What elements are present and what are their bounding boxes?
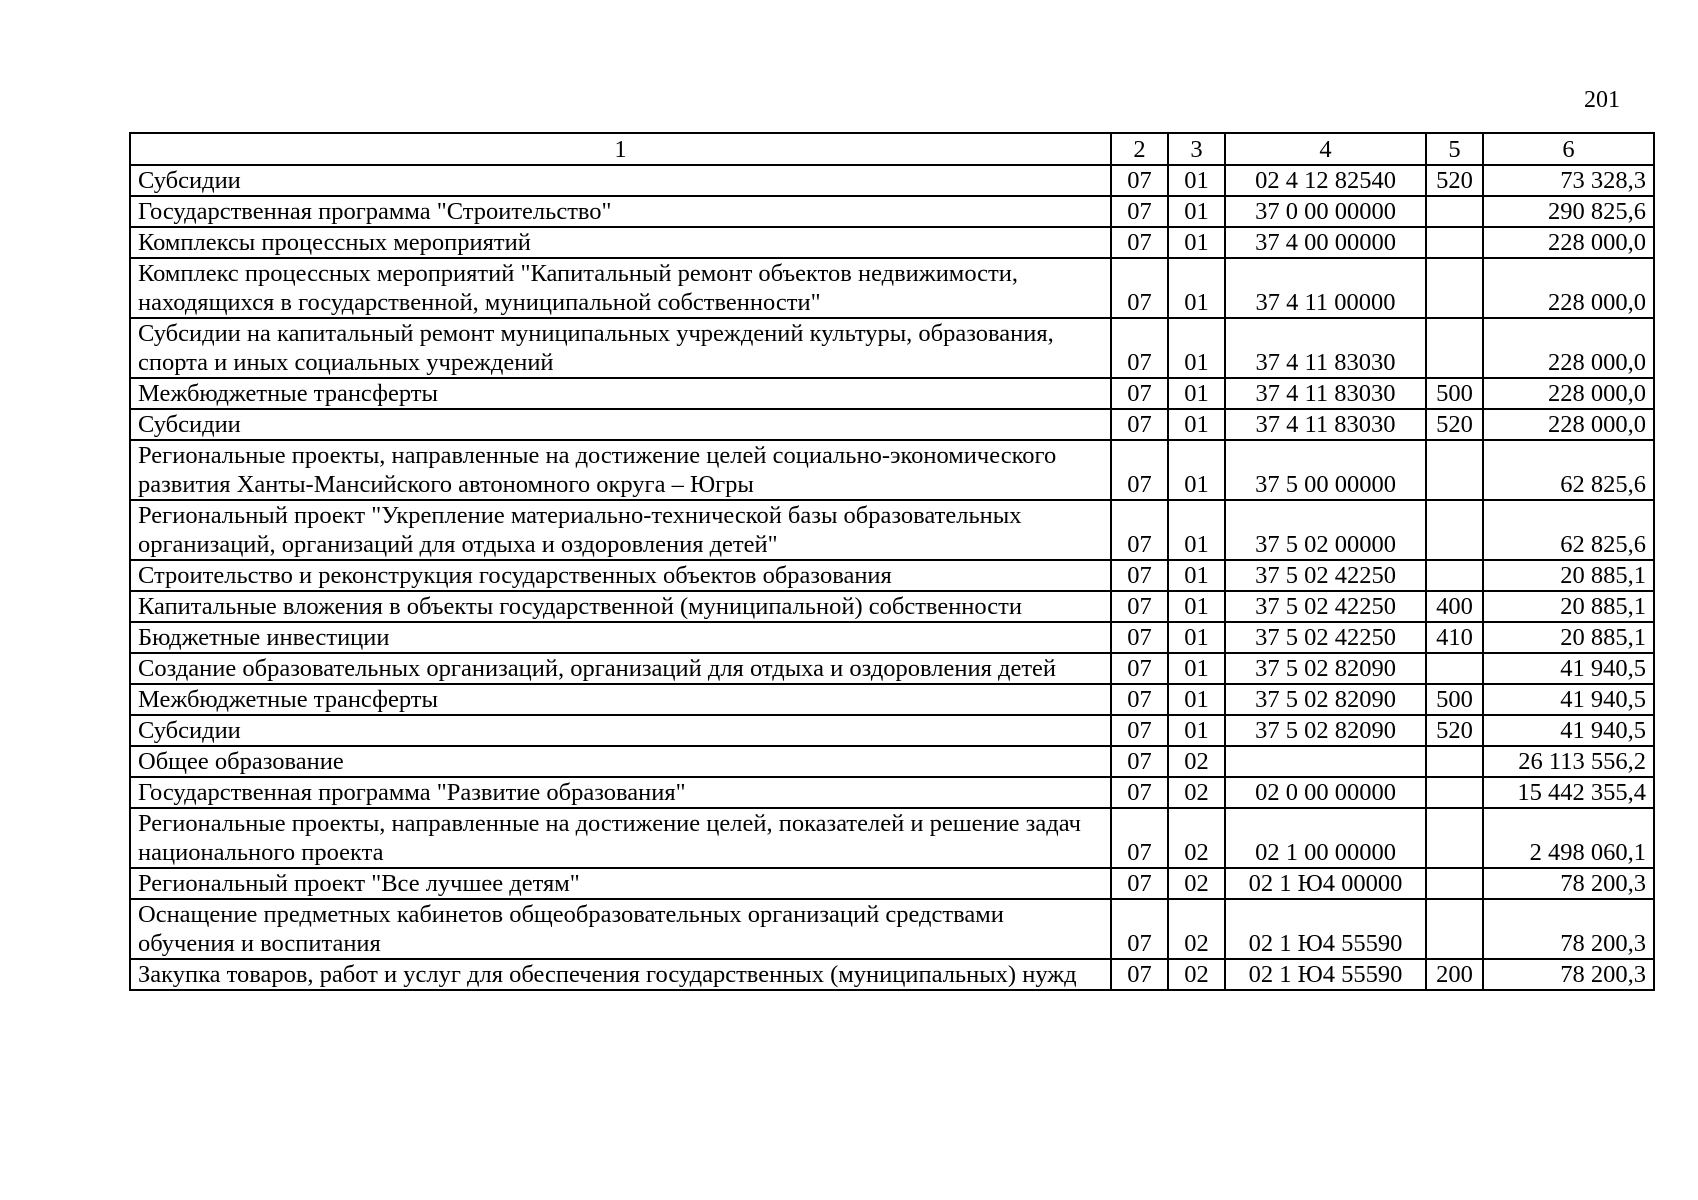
row-expense-type-cell bbox=[1426, 777, 1483, 808]
row-target-code-cell: 37 5 02 42250 bbox=[1225, 591, 1426, 622]
row-target-code-cell: 37 5 02 82090 bbox=[1225, 715, 1426, 746]
header-col-5: 5 bbox=[1426, 133, 1483, 165]
row-amount-cell: 78 200,3 bbox=[1483, 959, 1654, 990]
row-name-cell: Межбюджетные трансферты bbox=[130, 378, 1111, 409]
table-row bbox=[130, 560, 1654, 591]
row-amount-cell: 20 885,1 bbox=[1483, 622, 1654, 653]
row-section-cell: 07 bbox=[1111, 746, 1168, 777]
row-section-cell: 07 bbox=[1111, 777, 1168, 808]
table-row bbox=[130, 777, 1654, 808]
row-section-cell: 07 bbox=[1111, 258, 1168, 318]
row-amount-cell: 15 442 355,4 bbox=[1483, 777, 1654, 808]
row-section-cell: 07 bbox=[1111, 378, 1168, 409]
row-expense-type-cell bbox=[1426, 440, 1483, 500]
row-expense-type-cell bbox=[1426, 746, 1483, 777]
table-body bbox=[130, 165, 1654, 990]
row-section-cell: 07 bbox=[1111, 440, 1168, 500]
row-subsection-cell: 01 bbox=[1168, 378, 1225, 409]
row-section-cell: 07 bbox=[1111, 868, 1168, 899]
row-section-cell: 07 bbox=[1111, 227, 1168, 258]
row-name-cell: Государственная программа "Строительство" bbox=[130, 196, 1111, 227]
row-target-code-cell: 37 5 02 82090 bbox=[1225, 684, 1426, 715]
row-amount-cell: 228 000,0 bbox=[1483, 258, 1654, 318]
row-target-code-cell: 37 5 00 00000 bbox=[1225, 440, 1426, 500]
row-subsection-cell: 02 bbox=[1168, 899, 1225, 959]
row-subsection-cell: 01 bbox=[1168, 409, 1225, 440]
row-name-cell: Комплексы процессных мероприятий bbox=[130, 227, 1111, 258]
row-target-code-cell: 02 1 Ю4 55590 bbox=[1225, 899, 1426, 959]
table-row bbox=[130, 715, 1654, 746]
row-amount-cell: 78 200,3 bbox=[1483, 899, 1654, 959]
row-name-cell: Закупка товаров, работ и услуг для обеспечения государственных (муниципальных) нужд bbox=[130, 959, 1111, 990]
row-name-cell: Субсидии bbox=[130, 409, 1111, 440]
row-target-code-cell: 37 5 02 42250 bbox=[1225, 622, 1426, 653]
page-number: 201 bbox=[1584, 87, 1620, 113]
row-target-code-cell: 02 1 00 00000 bbox=[1225, 808, 1426, 868]
table-row bbox=[130, 653, 1654, 684]
row-expense-type-cell: 200 bbox=[1426, 959, 1483, 990]
table-row bbox=[130, 684, 1654, 715]
row-subsection-cell: 01 bbox=[1168, 622, 1225, 653]
row-name-cell: Создание образовательных организаций, организаций для отдыха и оздоровления детей bbox=[130, 653, 1111, 684]
row-subsection-cell: 01 bbox=[1168, 591, 1225, 622]
row-expense-type-cell bbox=[1426, 318, 1483, 378]
row-name-cell: Субсидии bbox=[130, 165, 1111, 196]
row-amount-cell: 62 825,6 bbox=[1483, 440, 1654, 500]
row-expense-type-cell bbox=[1426, 653, 1483, 684]
budget-table bbox=[129, 132, 1655, 991]
row-name-cell: Субсидии bbox=[130, 715, 1111, 746]
row-subsection-cell: 02 bbox=[1168, 808, 1225, 868]
row-target-code-cell: 02 0 00 00000 bbox=[1225, 777, 1426, 808]
table-row bbox=[130, 746, 1654, 777]
row-subsection-cell: 02 bbox=[1168, 777, 1225, 808]
header-col-4: 4 bbox=[1225, 133, 1426, 165]
table-row bbox=[130, 318, 1654, 378]
row-subsection-cell: 02 bbox=[1168, 959, 1225, 990]
row-target-code-cell: 02 4 12 82540 bbox=[1225, 165, 1426, 196]
row-target-code-cell: 37 5 02 82090 bbox=[1225, 653, 1426, 684]
row-subsection-cell: 01 bbox=[1168, 560, 1225, 591]
row-amount-cell: 290 825,6 bbox=[1483, 196, 1654, 227]
row-expense-type-cell: 400 bbox=[1426, 591, 1483, 622]
table-row bbox=[130, 378, 1654, 409]
row-expense-type-cell: 520 bbox=[1426, 165, 1483, 196]
row-name-cell: Капитальные вложения в объекты государственной (муниципальной) собственности bbox=[130, 591, 1111, 622]
table-row bbox=[130, 227, 1654, 258]
row-target-code-cell: 37 4 00 00000 bbox=[1225, 227, 1426, 258]
row-expense-type-cell bbox=[1426, 227, 1483, 258]
table-row bbox=[130, 409, 1654, 440]
row-section-cell: 07 bbox=[1111, 409, 1168, 440]
row-section-cell: 07 bbox=[1111, 715, 1168, 746]
row-name-cell: Субсидии на капитальный ремонт муниципальных учреждений культуры, образования, спорта и иных социальных учреждений bbox=[130, 318, 1111, 378]
row-amount-cell: 228 000,0 bbox=[1483, 227, 1654, 258]
row-amount-cell: 41 940,5 bbox=[1483, 715, 1654, 746]
row-expense-type-cell: 500 bbox=[1426, 378, 1483, 409]
row-section-cell: 07 bbox=[1111, 560, 1168, 591]
row-target-code-cell: 37 0 00 00000 bbox=[1225, 196, 1426, 227]
table-row bbox=[130, 868, 1654, 899]
row-expense-type-cell bbox=[1426, 868, 1483, 899]
row-subsection-cell: 01 bbox=[1168, 684, 1225, 715]
table-row bbox=[130, 899, 1654, 959]
row-target-code-cell: 37 5 02 42250 bbox=[1225, 560, 1426, 591]
row-name-cell: Оснащение предметных кабинетов общеобразовательных организаций средствами обучения и воспитания bbox=[130, 899, 1111, 959]
table-row bbox=[130, 500, 1654, 560]
row-target-code-cell: 37 5 02 00000 bbox=[1225, 500, 1426, 560]
row-amount-cell: 20 885,1 bbox=[1483, 591, 1654, 622]
row-expense-type-cell: 520 bbox=[1426, 715, 1483, 746]
row-subsection-cell: 01 bbox=[1168, 653, 1225, 684]
row-subsection-cell: 01 bbox=[1168, 318, 1225, 378]
row-name-cell: Региональный проект "Все лучшее детям" bbox=[130, 868, 1111, 899]
row-section-cell: 07 bbox=[1111, 318, 1168, 378]
row-target-code-cell: 02 1 Ю4 55590 bbox=[1225, 959, 1426, 990]
table-row bbox=[130, 196, 1654, 227]
table-row bbox=[130, 622, 1654, 653]
table-row bbox=[130, 959, 1654, 990]
row-section-cell: 07 bbox=[1111, 808, 1168, 868]
row-subsection-cell: 01 bbox=[1168, 227, 1225, 258]
row-amount-cell: 228 000,0 bbox=[1483, 378, 1654, 409]
row-name-cell: Региональный проект "Укрепление материально-технической базы образовательных организаций, организаций для отдыха и оздоровления детей" bbox=[130, 500, 1111, 560]
row-subsection-cell: 01 bbox=[1168, 165, 1225, 196]
row-expense-type-cell bbox=[1426, 899, 1483, 959]
row-amount-cell: 2 498 060,1 bbox=[1483, 808, 1654, 868]
row-subsection-cell: 01 bbox=[1168, 258, 1225, 318]
row-expense-type-cell bbox=[1426, 258, 1483, 318]
row-subsection-cell: 02 bbox=[1168, 746, 1225, 777]
row-section-cell: 07 bbox=[1111, 500, 1168, 560]
row-amount-cell: 73 328,3 bbox=[1483, 165, 1654, 196]
row-subsection-cell: 01 bbox=[1168, 440, 1225, 500]
row-amount-cell: 78 200,3 bbox=[1483, 868, 1654, 899]
row-section-cell: 07 bbox=[1111, 959, 1168, 990]
row-target-code-cell: 37 4 11 83030 bbox=[1225, 409, 1426, 440]
row-name-cell: Государственная программа "Развитие образования" bbox=[130, 777, 1111, 808]
row-subsection-cell: 01 bbox=[1168, 500, 1225, 560]
row-name-cell: Общее образование bbox=[130, 746, 1111, 777]
row-target-code-cell: 37 4 11 00000 bbox=[1225, 258, 1426, 318]
row-expense-type-cell bbox=[1426, 808, 1483, 868]
row-amount-cell: 41 940,5 bbox=[1483, 653, 1654, 684]
row-name-cell: Комплекс процессных мероприятий "Капитальный ремонт объектов недвижимости, находящихся в государственной, муниципальной собственности" bbox=[130, 258, 1111, 318]
row-section-cell: 07 bbox=[1111, 196, 1168, 227]
row-expense-type-cell bbox=[1426, 560, 1483, 591]
row-section-cell: 07 bbox=[1111, 684, 1168, 715]
row-section-cell: 07 bbox=[1111, 622, 1168, 653]
table-header-row bbox=[130, 133, 1654, 165]
row-expense-type-cell bbox=[1426, 500, 1483, 560]
row-name-cell: Бюджетные инвестиции bbox=[130, 622, 1111, 653]
row-expense-type-cell: 500 bbox=[1426, 684, 1483, 715]
row-target-code-cell: 37 4 11 83030 bbox=[1225, 318, 1426, 378]
header-col-6: 6 bbox=[1483, 133, 1654, 165]
table-row bbox=[130, 258, 1654, 318]
row-section-cell: 07 bbox=[1111, 165, 1168, 196]
row-subsection-cell: 01 bbox=[1168, 196, 1225, 227]
row-section-cell: 07 bbox=[1111, 899, 1168, 959]
row-expense-type-cell: 520 bbox=[1426, 409, 1483, 440]
row-name-cell: Межбюджетные трансферты bbox=[130, 684, 1111, 715]
row-target-code-cell: 37 4 11 83030 bbox=[1225, 378, 1426, 409]
row-amount-cell: 228 000,0 bbox=[1483, 409, 1654, 440]
row-name-cell: Региональные проекты, направленные на достижение целей, показателей и решение задач национального проекта bbox=[130, 808, 1111, 868]
row-amount-cell: 26 113 556,2 bbox=[1483, 746, 1654, 777]
row-amount-cell: 41 940,5 bbox=[1483, 684, 1654, 715]
row-expense-type-cell: 410 bbox=[1426, 622, 1483, 653]
table-row bbox=[130, 591, 1654, 622]
row-name-cell: Региональные проекты, направленные на достижение целей социально-экономического развития Ханты-Мансийского автономного округа – Югры bbox=[130, 440, 1111, 500]
row-target-code-cell bbox=[1225, 746, 1426, 777]
row-section-cell: 07 bbox=[1111, 653, 1168, 684]
table-row bbox=[130, 165, 1654, 196]
row-section-cell: 07 bbox=[1111, 591, 1168, 622]
row-name-cell: Строительство и реконструкция государственных объектов образования bbox=[130, 560, 1111, 591]
header-col-1: 1 bbox=[130, 133, 1111, 165]
row-amount-cell: 228 000,0 bbox=[1483, 318, 1654, 378]
header-col-3: 3 bbox=[1168, 133, 1225, 165]
row-amount-cell: 62 825,6 bbox=[1483, 500, 1654, 560]
row-target-code-cell: 02 1 Ю4 00000 bbox=[1225, 868, 1426, 899]
table-row bbox=[130, 808, 1654, 868]
header-col-2: 2 bbox=[1111, 133, 1168, 165]
row-amount-cell: 20 885,1 bbox=[1483, 560, 1654, 591]
row-subsection-cell: 01 bbox=[1168, 715, 1225, 746]
table-row bbox=[130, 440, 1654, 500]
row-subsection-cell: 02 bbox=[1168, 868, 1225, 899]
row-expense-type-cell bbox=[1426, 196, 1483, 227]
